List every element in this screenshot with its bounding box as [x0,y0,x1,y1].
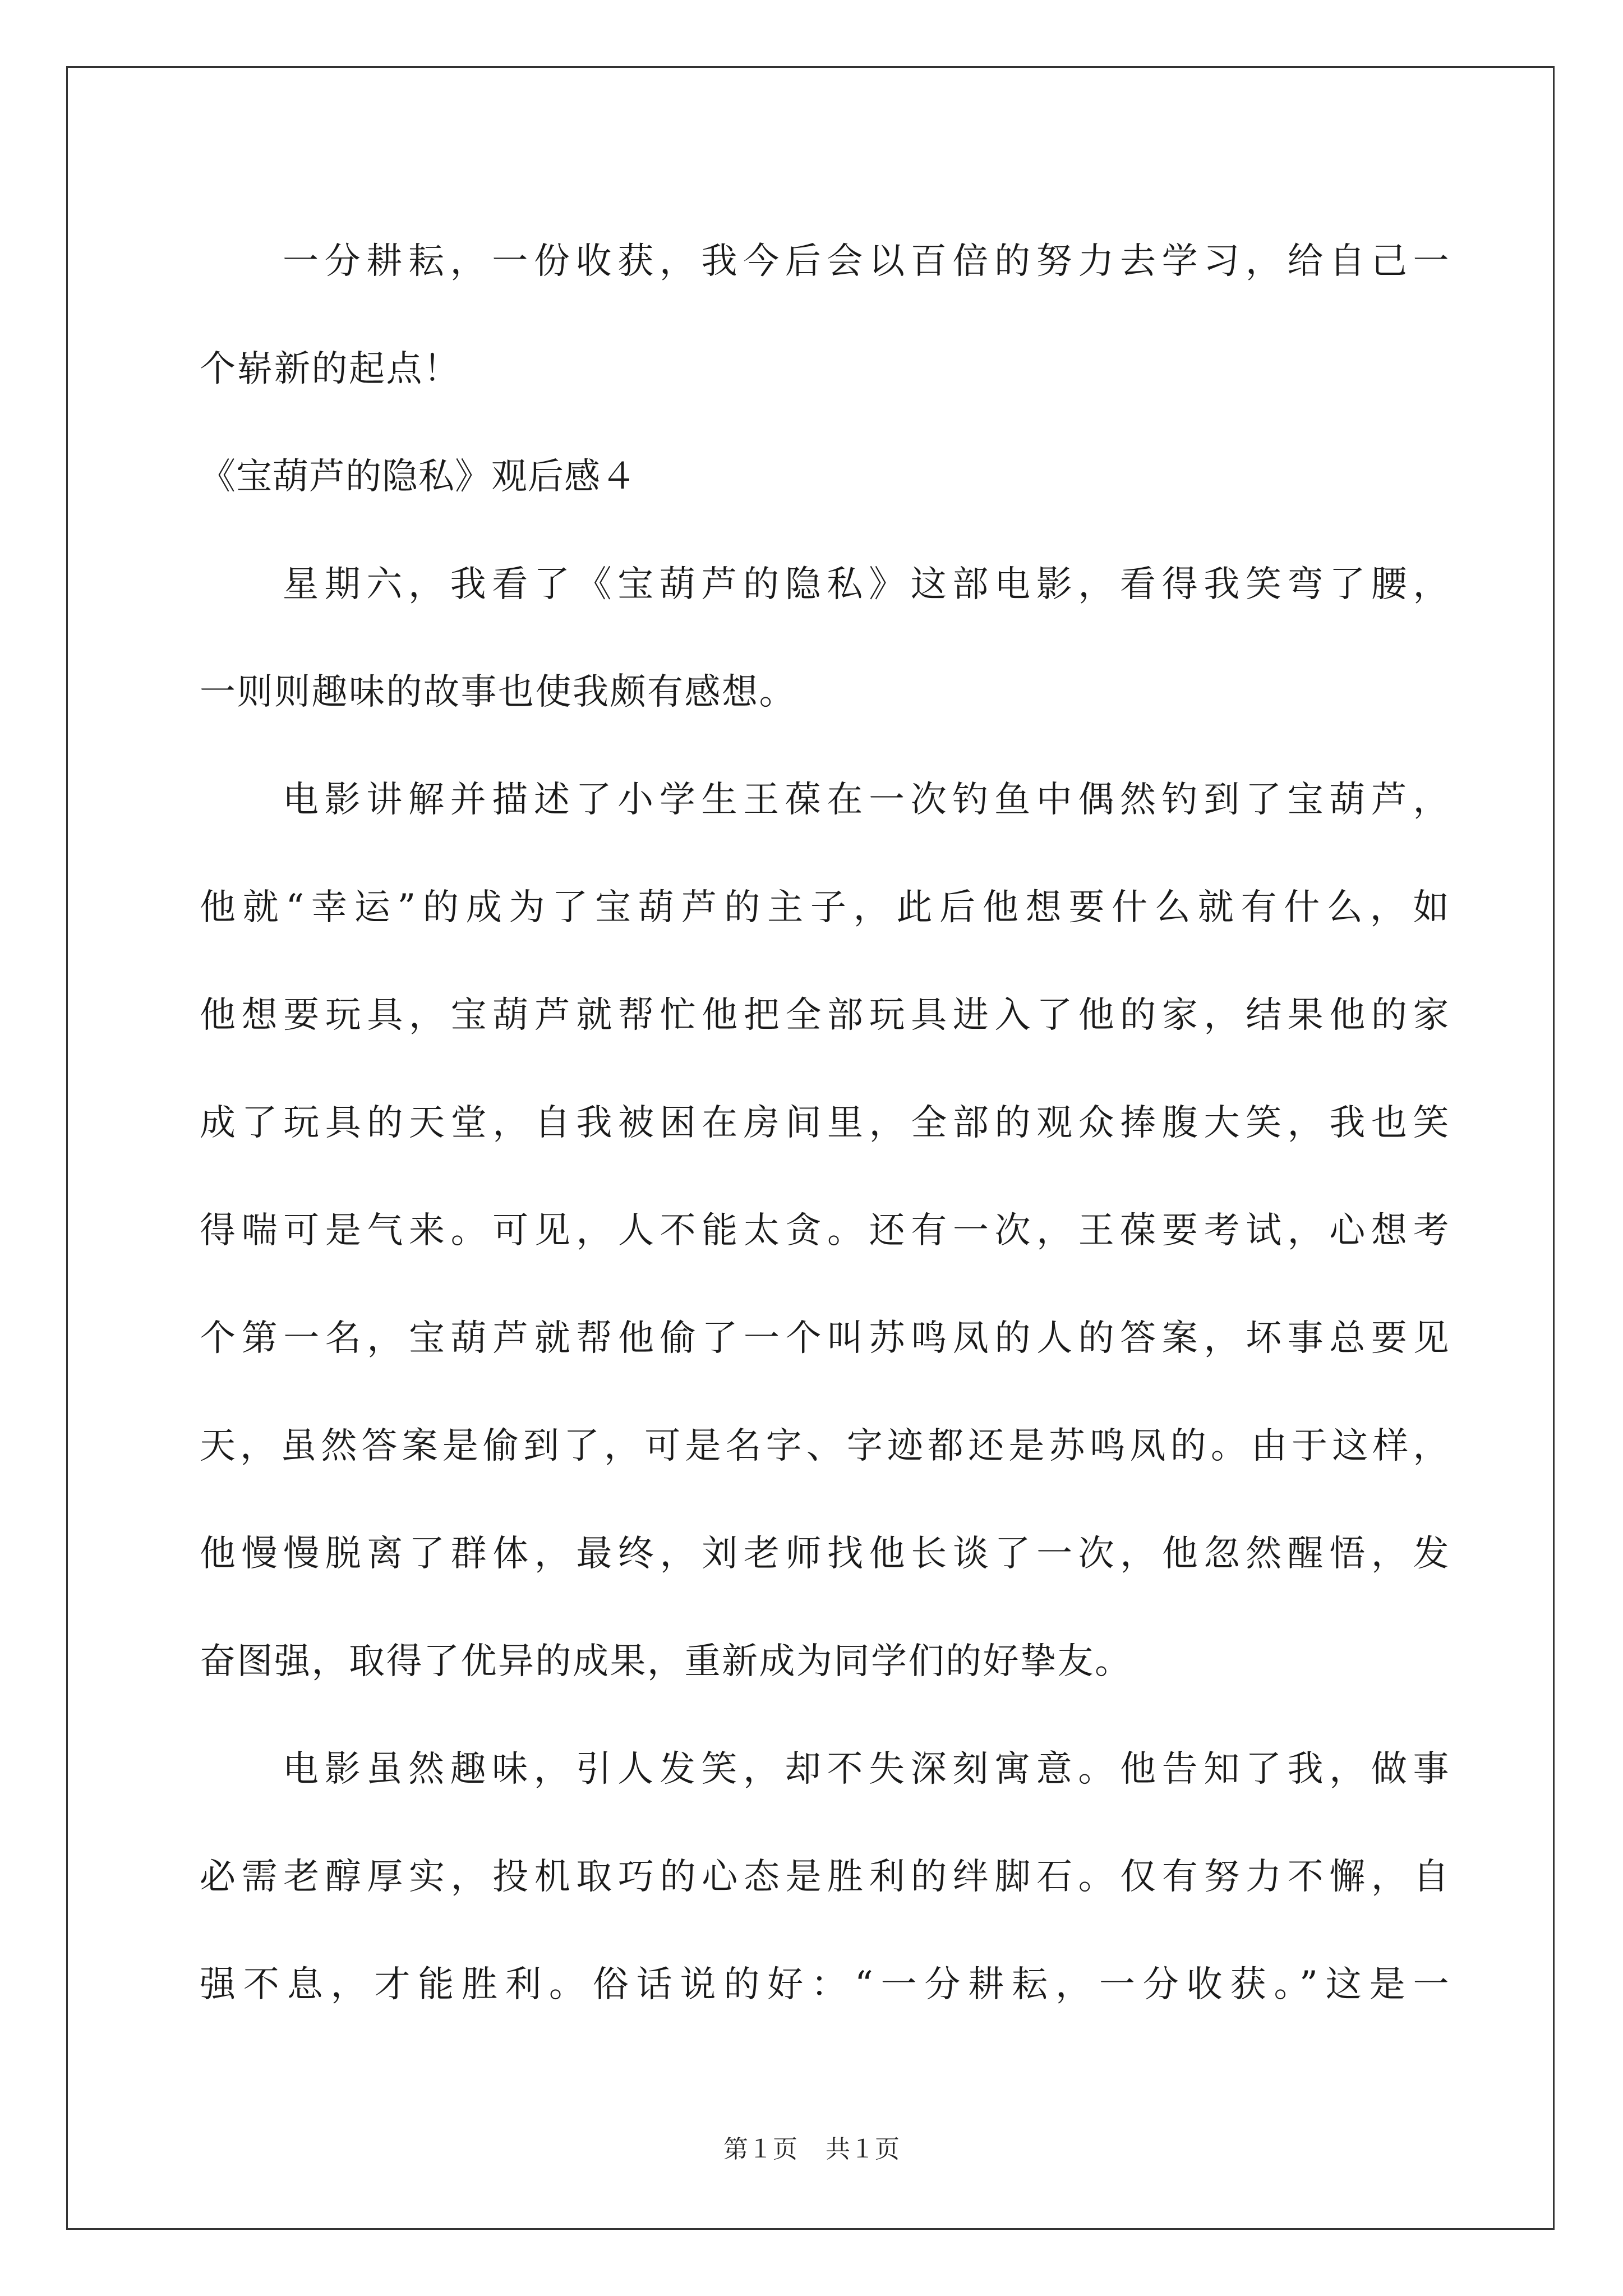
document-body [200,208,1450,2039]
page-footer [0,2133,1623,2166]
paragraph-line: 他慢慢脱离了群体，最终，刘老师找他长谈了一次，他忽然醒悟，发 [200,1533,1450,1575]
page-number: 第１页 [723,2135,797,2164]
paragraph-line: 电影虽然趣味，引人发笑，却不失深刻寓意。他告知了我，做事 [283,1749,1450,1790]
paragraph-line: 天，虽然答案是偷到了，可是名字、字迹都还是苏鸣凤的。由于这样， [200,1425,1450,1467]
page-total: 共１页 [826,2135,900,2164]
paragraph-line: 得喘可是气来。可见，人不能太贪。还有一次，王葆要考试，心想考 [200,1210,1450,1251]
paragraph-line: 一分耕耘，一份收获，我今后会以百倍的努力去学习，给自己一 [283,241,1450,282]
paragraph-line: 他想要玩具，宝葫芦就帮忙他把全部玩具进入了他的家，结果他的家 [200,995,1450,1036]
paragraph-line: 个崭新的起点！ [200,348,461,390]
paragraph-line: 一则则趣味的故事也使我颇有感想。 [200,671,796,713]
paragraph-line: 星期六，我看了《宝葫芦的隐私》这部电影，看得我笑弯了腰， [283,564,1450,605]
paragraph-line: 成了玩具的天堂，自我被困在房间里，全部的观众捧腹大笑，我也笑 [200,1102,1450,1144]
paragraph-line: 奋图强，取得了优异的成果，重新成为同学们的好挚友。 [200,1641,1132,1682]
paragraph-line: 必需老醇厚实，投机取巧的心态是胜利的绊脚石。仅有努力不懈，自 [200,1856,1450,1898]
section-heading: 《宝葫芦的隐私》观后感４ [200,456,637,498]
paragraph-line: 电影讲解并描述了小学生王葆在一次钓鱼中偶然钓到了宝葫芦， [283,779,1450,821]
paragraph-line: 强不息，才能胜利。俗话说的好：“一分耕耘，一分收获。”这是一 [200,1964,1450,2005]
paragraph-line: 个第一名，宝葫芦就帮他偷了一个叫苏鸣凤的人的答案，坏事总要见 [200,1318,1450,1359]
paragraph-line: 他就“幸运”的成为了宝葫芦的主子，此后他想要什么就有什么，如 [200,887,1450,928]
